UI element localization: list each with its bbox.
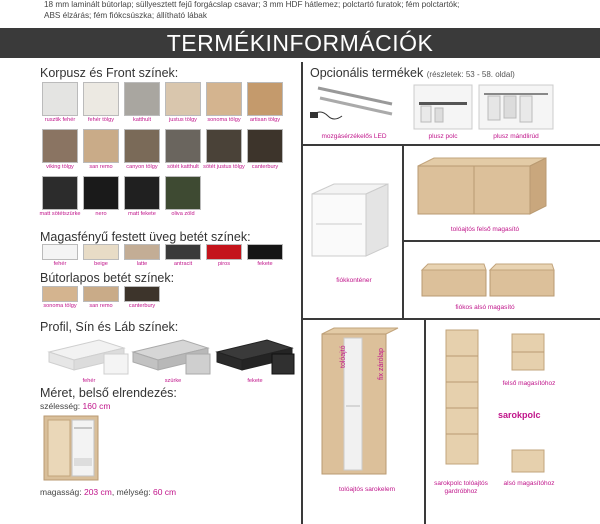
wardrobe-size-illustration	[42, 414, 100, 484]
width-line	[40, 401, 110, 411]
swatch-oliva-zöld	[165, 176, 201, 210]
bottom-drawer-label: fiókos alsó magasító	[455, 304, 515, 311]
swatch-sonoma-tölgy	[42, 286, 78, 302]
divider-vertical-main	[301, 62, 303, 524]
swatch-label: canterbury	[251, 164, 279, 170]
swatch-matt-fekete	[124, 176, 160, 210]
swatch-artisan-tölgy	[247, 82, 283, 116]
swatch-fekete	[247, 244, 283, 260]
swatch-label: latte	[136, 261, 148, 267]
swatch-justus-tölgy	[165, 82, 201, 116]
swatch-label: piros	[217, 261, 231, 267]
swatch-canterbury	[247, 129, 283, 163]
lower-for-label: alsó magasítóhoz	[503, 480, 555, 487]
swatch-label: san remo	[89, 164, 113, 170]
door-label: tolóajtó	[340, 345, 347, 368]
upper-for-label: felső magasítóhoz	[502, 380, 556, 387]
page-title: TERMÉKINFORMÁCIÓK	[166, 30, 434, 56]
swatch-fehér-tölgy	[83, 82, 119, 116]
swatch-canyon-tölgy	[124, 129, 160, 163]
profile-black-illustration	[212, 334, 302, 376]
optional-title: Opcionális termékek	[310, 66, 424, 80]
top-cabinet-label: tolóajtós felső magasító	[450, 226, 520, 233]
swatch-label: nero	[95, 211, 107, 217]
rod-illustration	[478, 84, 554, 130]
shelf-illustration	[413, 84, 473, 130]
divider-optional-top	[303, 144, 600, 146]
dimension-separator: ,	[111, 487, 115, 497]
divider-optional-mid	[404, 240, 600, 242]
swatch-label: fehér tölgy	[87, 117, 115, 123]
width-value: 160 cm	[82, 401, 111, 411]
bottom-drawer-illustration	[418, 260, 558, 300]
upper-corner-illustration	[508, 330, 548, 374]
swatch-katthult	[124, 82, 160, 116]
corner-shelf-illustration	[442, 326, 482, 468]
sarokpolc-label: sarokpolc	[498, 410, 541, 420]
height-depth-line	[40, 487, 176, 497]
swatch-label: rusztik fehér	[44, 117, 76, 123]
swatch-label: artisan tölgy	[249, 117, 281, 123]
swatch-sötét-justus-tölgy	[206, 129, 242, 163]
swatch-fehér	[42, 244, 78, 260]
swatch-label: canterbury	[128, 303, 156, 309]
swatch-label: canyon tölgy	[126, 164, 158, 170]
lower-corner-illustration	[508, 446, 548, 476]
profile-label-white: fehér	[82, 378, 96, 384]
corner-element-illustration	[320, 326, 400, 476]
width-label: szélesség:	[40, 401, 81, 411]
height-value: 203 cm	[83, 487, 112, 497]
swatch-label: sötét katthult	[167, 164, 199, 170]
optional-note: (részletek: 53 - 58. oldal)	[426, 70, 515, 79]
height-label: magasság:	[40, 487, 82, 497]
corner-element-label: tolóajtós sarokelem	[339, 486, 395, 493]
optional-header	[310, 66, 515, 80]
swatch-label: antracit	[173, 261, 193, 267]
profile-label-black: fekete	[247, 378, 263, 384]
profile-white-illustration	[44, 334, 134, 376]
swatch-label: matt fekete	[128, 211, 156, 217]
swatch-label: justus tölgy	[169, 117, 197, 123]
swatch-beige	[83, 244, 119, 260]
swatch-label: beige	[94, 261, 108, 267]
swatch-label: sonoma tölgy	[43, 303, 77, 309]
depth-value: 60 cm	[152, 487, 177, 497]
divider-optional-bottom	[303, 318, 600, 320]
shelf-label: plusz polc	[428, 133, 458, 140]
swatch-san-remo	[83, 129, 119, 163]
profile-grey-illustration	[128, 334, 218, 376]
swatch-viking-tölgy	[42, 129, 78, 163]
led-label: mozgásérzékelős LED	[321, 133, 387, 140]
swatch-rusztik-fehér	[42, 82, 78, 116]
drawer-container-label: fiókkonténer	[336, 277, 372, 284]
led-illustration	[308, 82, 398, 128]
swatch-label: fehér	[53, 261, 67, 267]
swatch-piros	[206, 244, 242, 260]
swatch-latte	[124, 244, 160, 260]
profile-label-grey: szürke	[164, 378, 182, 384]
depth-label: mélység:	[116, 487, 151, 497]
swatch-matt-sötétszürke	[42, 176, 78, 210]
swatch-sötét-katthult	[165, 129, 201, 163]
swatch-canterbury	[124, 286, 160, 302]
corner-shelf-label: sarokpolc tolóajtós gardróbhoz	[434, 480, 488, 495]
swatch-label: fekete	[257, 261, 273, 267]
intro-text: 18 mm laminált bútorlap; süllyesztett fejű forgácslap csavar; 3 mm HDF hátlemez; polctartó furatok; fém polctartók; ABS élzárás; fém fiókcsúszka; állítható lábak	[44, 0, 460, 20]
swatch-label: katthult	[132, 117, 152, 123]
profile-header: Profil, Sín és Láb színek:	[40, 320, 179, 334]
swatch-label: viking tölgy	[46, 164, 74, 170]
swatch-label: san remo	[89, 303, 113, 309]
swatch-san-remo	[83, 286, 119, 302]
board-header: Bútorlapos betét színek:	[40, 271, 175, 285]
swatch-sonoma-tölgy	[206, 82, 242, 116]
divider-vertical-optional	[402, 146, 404, 318]
rod-label: plusz mándlirúd	[493, 133, 539, 140]
korpusz-header: Korpusz és Front színek:	[40, 66, 179, 80]
swatch-label: sonoma tölgy	[207, 117, 241, 123]
swatch-label: matt sötétszürke	[39, 211, 81, 217]
glass-header: Magasfényű festett üveg betét színek:	[40, 230, 251, 244]
drawer-container-illustration	[308, 182, 390, 258]
swatch-nero	[83, 176, 119, 210]
swatch-label: oliva zöld	[171, 211, 195, 217]
fixed-shelf-label: fix zárólap	[378, 348, 385, 380]
swatch-label: sötét justus tölgy	[203, 164, 245, 170]
top-cabinet-illustration	[414, 156, 548, 218]
size-header: Méret, belső elrendezés:	[40, 386, 177, 400]
swatch-antracit	[165, 244, 201, 260]
